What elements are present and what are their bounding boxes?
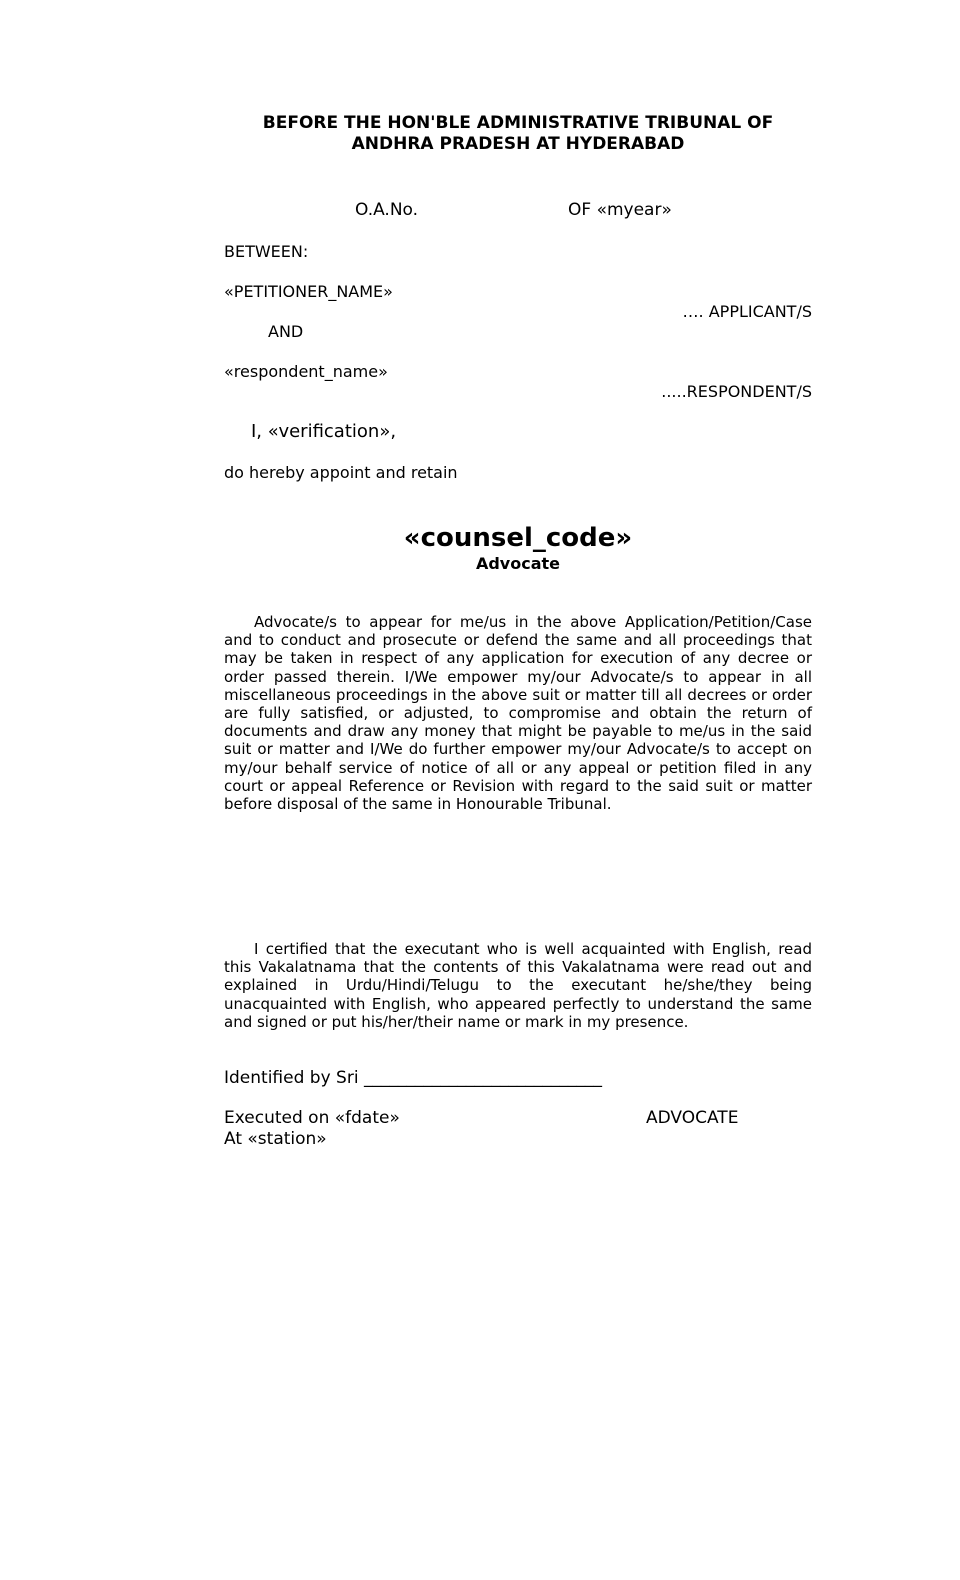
between-label: BETWEEN: — [224, 242, 309, 261]
petitioner-name: «PETITIONER_NAME» — [224, 282, 393, 301]
heading-line-1: BEFORE THE HON'BLE ADMINISTRATIVE TRIBUNAL OF — [262, 113, 774, 133]
advocate-signature-label: ADVOCATE — [646, 1108, 739, 1128]
verification-line: I, «verification», — [251, 421, 397, 442]
authority-paragraph: Advocate/s to appear for me/us in the above Application/Petition/Case and to conduct and prosecute or defend the same and all proceedings that may be taken in respect of any application for execution of any decree or order passed therein. I/We empower my/our Advocate/s to appear in all miscellaneous proceedings in the above suit or matter till all decrees or order are fully satisfied, or adjusted, to compromise and obtain the return of documents and draw any money that might be payable to me/us in the said suit or matter and I/We do further empower my/our Advocate/s to accept on my/our behalf service of notice of all or any appeal or petition filed in any court or appeal Reference or Revision with regard to the said suit or matter before disposal of the same in Honourable Tribunal. — [224, 613, 812, 814]
executed-on-line: Executed on «fdate» — [224, 1108, 400, 1128]
respondent-label: .....RESPONDENT/S — [661, 382, 812, 401]
respondent-name: «respondent_name» — [224, 362, 388, 381]
counsel-title: Advocate — [475, 554, 561, 573]
identified-by-line: Identified by Sri ____________________________ — [224, 1068, 602, 1088]
year-field: OF «myear» — [568, 200, 672, 220]
applicant-label: …. APPLICANT/S — [682, 302, 812, 321]
and-label: AND — [268, 322, 304, 341]
document-heading — [224, 113, 812, 155]
oa-number-label: O.A.No. — [355, 200, 419, 220]
certification-paragraph: I certified that the executant who is well acquainted with English, read this Vakalatnama that the contents of this Vakalatnama were read out and explained in Urdu/Hindi/Telugu to the executant he/she/they being unacquainted with English, who appeared perfectly to understand the same and signed or put his/her/their name or mark in my presence. — [224, 940, 812, 1031]
counsel-code: «counsel_code» — [403, 523, 633, 553]
appoint-text: do hereby appoint and retain — [224, 463, 458, 482]
station-line: At «station» — [224, 1129, 327, 1149]
heading-line-2: ANDHRA PRADESH AT HYDERABAD — [351, 134, 685, 154]
